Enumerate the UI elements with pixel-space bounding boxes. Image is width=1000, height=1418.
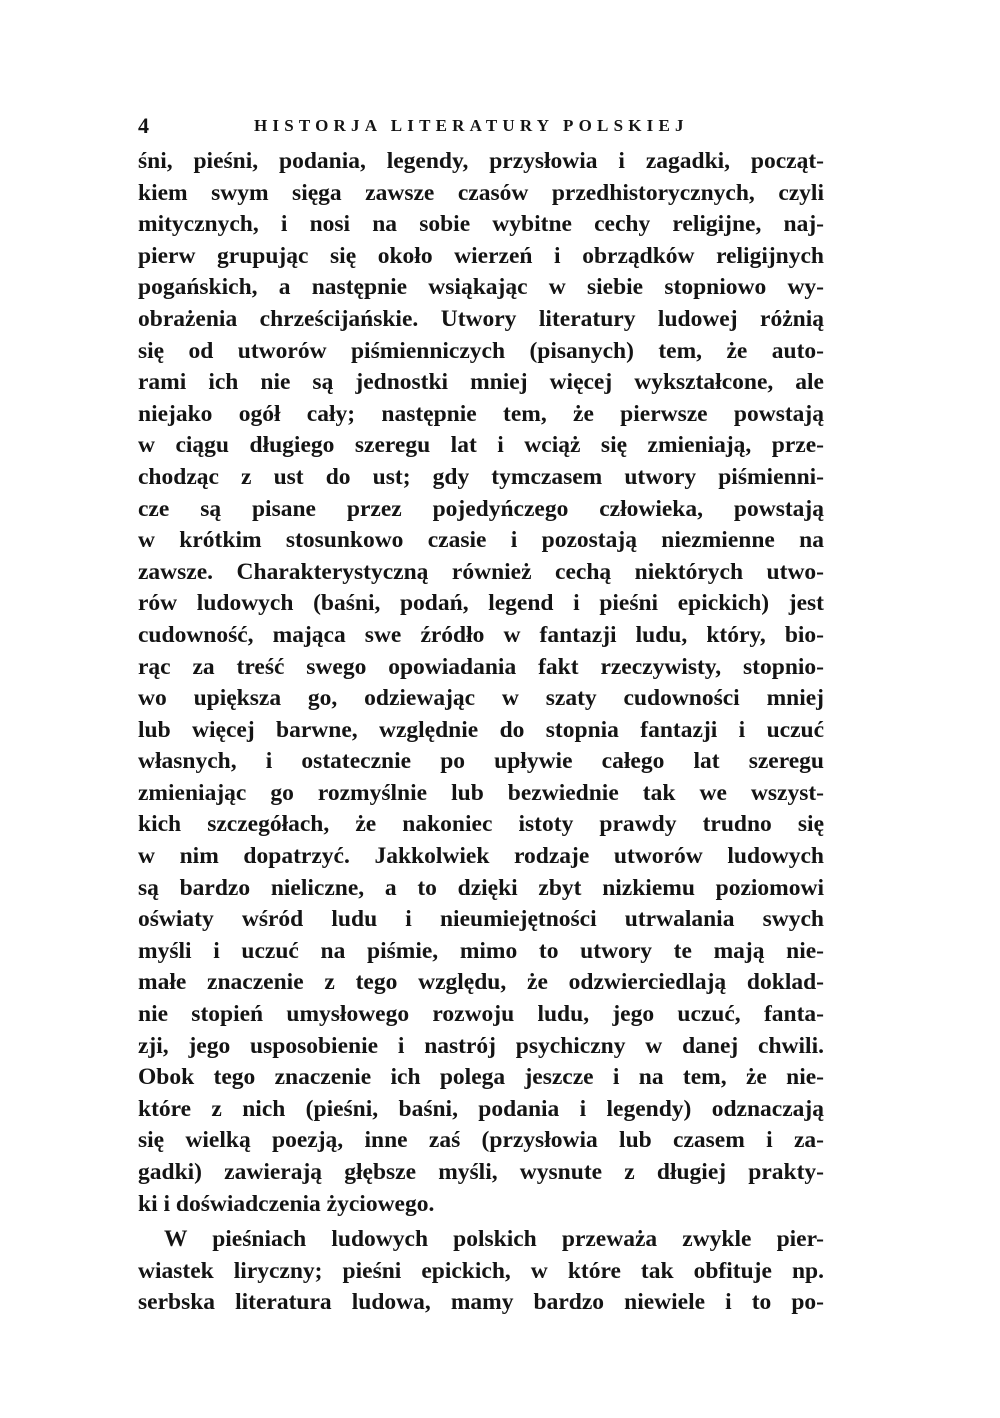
text-line: rąc za treść swego opowiadania fakt rzeczywisty, stopnio- <box>138 653 824 680</box>
running-title: HISTORJA LITERATURY POLSKIEJ <box>254 116 689 135</box>
paragraph-1 <box>138 146 824 1220</box>
text-line: niejako ogół cały; następnie tem, że pierwsze powstają <box>138 400 824 427</box>
text-line: się od utworów piśmienniczych (pisanych) tem, że auto- <box>138 337 824 364</box>
text-line: w ciągu długiego szeregu lat i wciąż się zmieniają, prze- <box>138 432 824 459</box>
text-line: w krótkim stosunkowo czasie i pozostają niezmienne na <box>138 527 824 554</box>
text-line: pogańskich, a następnie wsiąkając w siebie stopniowo wy- <box>138 274 824 301</box>
text-line: ki i doświadczenia życiowego. <box>138 1190 435 1217</box>
text-line: są bardzo nieliczne, a to dzięki zbyt nizkiemu poziomowi <box>138 874 824 901</box>
text-line: się wielką poezją, inne zaś (przysłowia lub czasem i za- <box>138 1127 824 1154</box>
text-line: kiem swym sięga zawsze czasów przedhistorycznych, czyli <box>138 179 824 206</box>
page-number: 4 <box>138 113 149 138</box>
text-line: zawsze. Charakterystyczną również cechą niektórych utwo- <box>138 558 824 585</box>
text-line: cudowność, mająca swe źródło w fantazji ludu, który, bio- <box>138 621 824 648</box>
text-line: zmieniając go rozmyślnie lub bezwiednie tak we wszyst- <box>138 779 824 806</box>
body-text <box>138 146 824 1319</box>
text-line: W pieśniach ludowych polskich przeważa zwykle pier- <box>164 1226 824 1253</box>
text-line: nie stopień umysłowego rozwoju ludu, jego uczuć, fanta- <box>138 1001 824 1028</box>
text-line: w nim dopatrzyć. Jakkolwiek rodzaje utworów ludowych <box>138 843 824 870</box>
text-line: rami ich nie są jednostki mniej więcej wykształcone, ale <box>138 369 824 396</box>
text-line: wiastek liryczny; pieśni epickich, w które tak obfituje np. <box>138 1257 824 1284</box>
text-line: małe znaczenie z tego względu, że odzwierciedlają doklad- <box>138 969 824 996</box>
paragraph-2 <box>138 1224 824 1319</box>
text-line: obrażenia chrześcijańskie. Utwory literatury ludowej różnią <box>138 305 824 332</box>
text-line: oświaty wśród ludu i nieumiejętności utrwalania swych <box>138 906 824 933</box>
text-line: lub więcej barwne, względnie do stopnia fantazji i uczuć <box>138 716 824 743</box>
text-line: gadki) zawierają głębsze myśli, wysnute z długiej prakty- <box>138 1159 824 1185</box>
text-line: wo upiększa go, odziewając w szaty cudowności mniej <box>138 685 824 712</box>
text-line: Obok tego znaczenie ich polega jeszcze i na tem, że nie- <box>138 1064 824 1091</box>
running-head <box>138 112 824 142</box>
text-line: zji, jego usposobienie i nastrój psychiczny w danej chwili. <box>138 1032 824 1059</box>
text-line: które z nich (pieśni, baśni, podania i legendy) odznaczają <box>138 1095 824 1122</box>
text-line: serbska literatura ludowa, mamy bardzo niewiele i to po- <box>138 1289 824 1316</box>
text-line: śni, pieśni, podania, legendy, przysłowia i zagadki, począt- <box>138 148 824 174</box>
text-line: pierw grupując się około wierzeń i obrządków religijnych <box>138 242 824 269</box>
text-line: cze są pisane przez pojedyńczego człowieka, powstają <box>138 495 824 522</box>
text-line: rów ludowych (baśni, podań, legend i pieśni epickich) jest <box>138 590 824 617</box>
text-line: chodząc z ust do ust; gdy tymczasem utwory piśmienni- <box>138 463 824 490</box>
text-line: myśli i uczuć na piśmie, mimo to utwory te mają nie- <box>138 937 824 964</box>
text-line: własnych, i ostatecznie po upływie całego lat szeregu <box>138 748 824 775</box>
text-line: mitycznych, i nosi na sobie wybitne cechy religijne, naj- <box>138 211 824 238</box>
text-line: kich szczegółach, że nakoniec istoty prawdy trudno się <box>138 811 824 838</box>
